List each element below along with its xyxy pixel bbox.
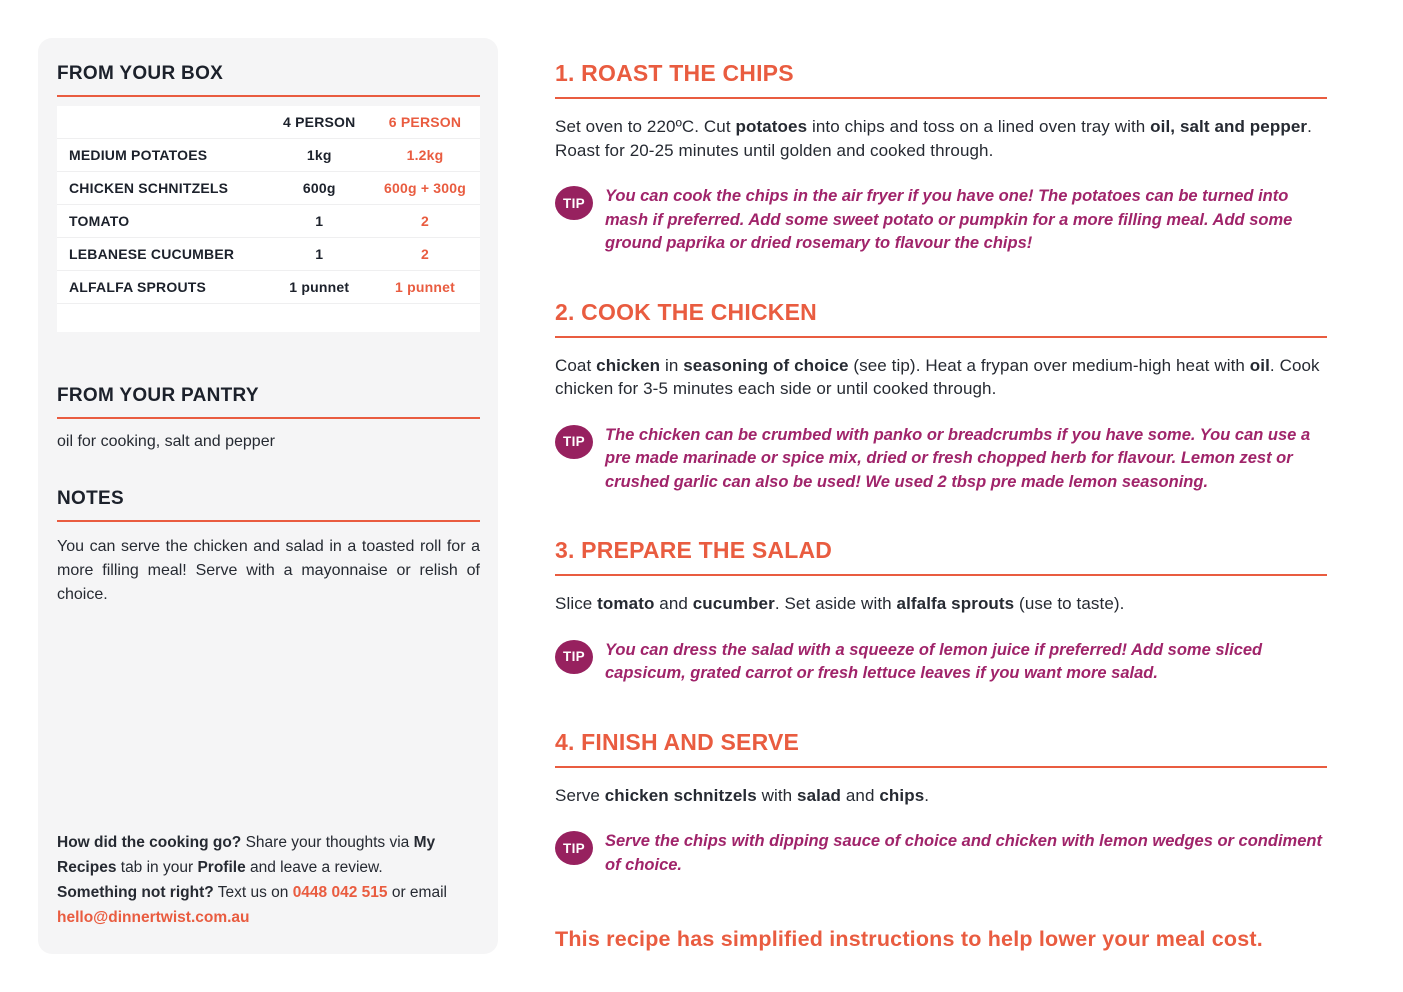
text-segment: tomato: [597, 594, 655, 613]
text-segment: potatoes: [735, 117, 808, 136]
tip-row: [555, 185, 1327, 256]
qty-6person: 1 punnet: [370, 271, 480, 304]
text-segment: (use to taste).: [1014, 594, 1125, 613]
pantry-text: oil for cooking, salt and pepper: [57, 432, 275, 450]
text-segment: My Recipes: [57, 834, 436, 876]
text-segment: or email: [387, 884, 447, 901]
tip-row: [555, 830, 1327, 877]
qty-4person: 1 punnet: [269, 271, 371, 304]
qty-4person: 600g: [269, 172, 371, 205]
qty-4person: 1: [269, 238, 371, 271]
table-row: [57, 139, 480, 172]
text-segment: and leave a review.: [245, 859, 383, 876]
text-segment: oil, salt and pepper: [1150, 117, 1308, 136]
box-heading: FROM YOUR BOX: [57, 63, 480, 97]
text-segment: alfalfa sprouts: [896, 594, 1015, 613]
table-row: [57, 238, 480, 271]
table-spacer-row: [57, 304, 480, 332]
ingredient-name: LEBANESE CUCUMBER: [57, 238, 269, 271]
text-segment: Serve: [555, 785, 605, 805]
text-segment: and: [654, 594, 693, 613]
ingredient-col-header: [57, 106, 269, 139]
notes-heading: NOTES: [57, 488, 480, 522]
tip-text: You can dress the salad with a squeeze of lemon juice if preferred! Add some sliced capsicum, grated carrot or fresh lettuce leaves if you want more salad.: [605, 640, 1263, 682]
step-body: [555, 354, 1327, 401]
text-segment: . Cook chicken for 3-5 minutes each side or until cooked through.: [555, 355, 1320, 398]
notes-text: You can serve the chicken and salad in a toasted roll for a more filling meal! Serve with a mayonnaise or relish of choice.: [57, 537, 480, 603]
bottom-note: This recipe has simplified instructions to help lower your meal cost.: [555, 927, 1263, 951]
step-section: [555, 60, 1327, 256]
panel-footer: [57, 830, 480, 930]
step-body: [555, 592, 1327, 616]
qty-6person: 2: [370, 205, 480, 238]
ingredients-panel: [38, 38, 498, 954]
col-header-4person: 4 PERSON: [269, 106, 371, 139]
text-segment: Profile: [197, 859, 246, 876]
text-segment: Coat: [555, 355, 597, 375]
text-segment: chips: [879, 785, 925, 805]
text-segment: and: [841, 785, 880, 805]
tip-badge: TIP: [555, 831, 593, 865]
qty-6person: 2: [370, 238, 480, 271]
ingredient-name: ALFALFA SPROUTS: [57, 271, 269, 304]
step-section: [555, 537, 1327, 686]
pantry-heading: FROM YOUR PANTRY: [57, 385, 480, 419]
tip-badge: TIP: [555, 186, 593, 220]
text-segment: seasoning of choice: [683, 355, 849, 375]
text-segment: How did the cooking go?: [57, 834, 242, 851]
step-body: [555, 115, 1327, 162]
email-link[interactable]: hello@dinnertwist.com.au: [57, 909, 250, 926]
tip-text: Serve the chips with dipping sauce of choice and chicken with lemon wedges or condiment of choice.: [605, 832, 1322, 874]
step-section: [555, 299, 1327, 495]
ingredient-name: MEDIUM POTATOES: [57, 139, 269, 172]
text-segment: salad: [797, 785, 842, 805]
text-segment: .: [924, 785, 930, 805]
text-segment: oil: [1249, 355, 1270, 375]
qty-4person: 1: [269, 205, 371, 238]
table-row: [57, 205, 480, 238]
text-segment: Share your thoughts via: [241, 834, 414, 851]
text-segment: into chips and toss on a lined oven tray with: [807, 117, 1151, 136]
instructions: [555, 60, 1327, 877]
text-segment: Something not right?: [57, 884, 214, 901]
ingredient-name: TOMATO: [57, 205, 269, 238]
step-title: 3. PREPARE THE SALAD: [555, 537, 1327, 576]
qty-4person: 1kg: [269, 139, 371, 172]
col-header-6person: 6 PERSON: [370, 106, 480, 139]
text-segment: cucumber: [692, 594, 775, 613]
tip-row: [555, 639, 1327, 686]
qty-6person: 1.2kg: [370, 139, 480, 172]
text-segment: Slice: [555, 594, 598, 613]
text-segment: chicken schnitzels: [604, 785, 757, 805]
table-spacer-cell: [57, 304, 480, 332]
tip-text: The chicken can be crumbed with panko or breadcrumbs if you have some. You can use a pre made marinade or spice mix, dried or fresh chopped herb for flavour. Lemon zest or crushed garlic can also be used! We used 2 tbsp pre made lemon seasoning.: [605, 425, 1311, 491]
text-segment: Text us on: [213, 884, 293, 901]
text-segment: in: [660, 355, 684, 375]
step-section: [555, 729, 1327, 878]
step-title: 1. ROAST THE CHIPS: [555, 60, 1327, 99]
text-segment: with: [756, 785, 798, 805]
tip-text: You can cook the chips in the air fryer if you have one! The potatoes can be turned into mash if preferred. Add some sweet potato or pumpkin for a more filling meal. Add some ground paprika or dried rosemary to flavour the chips!: [605, 187, 1293, 252]
table-header-row: [57, 106, 480, 139]
step-body: [555, 784, 1327, 808]
step-title: 4. FINISH AND SERVE: [555, 729, 1327, 768]
tip-badge: TIP: [555, 640, 593, 674]
tip-row: [555, 424, 1327, 495]
text-segment: chicken: [596, 355, 661, 375]
text-segment: Set oven to 220ºC. Cut: [555, 117, 736, 136]
tip-badge: TIP: [555, 425, 593, 459]
qty-6person: 600g + 300g: [370, 172, 480, 205]
text-segment: . Roast for 20-25 minutes until golden and cooked through.: [555, 117, 1312, 160]
table-row: [57, 271, 480, 304]
step-title: 2. COOK THE CHICKEN: [555, 299, 1327, 338]
text-segment: . Set aside with: [774, 594, 897, 613]
text-segment: tab in your: [116, 859, 198, 876]
table-row: [57, 172, 480, 205]
ingredients-table: [57, 106, 480, 332]
phone-number[interactable]: 0448 042 515: [292, 884, 388, 901]
text-segment: (see tip). Heat a frypan over medium-high heat with: [848, 355, 1250, 375]
ingredient-name: CHICKEN SCHNITZELS: [57, 172, 269, 205]
